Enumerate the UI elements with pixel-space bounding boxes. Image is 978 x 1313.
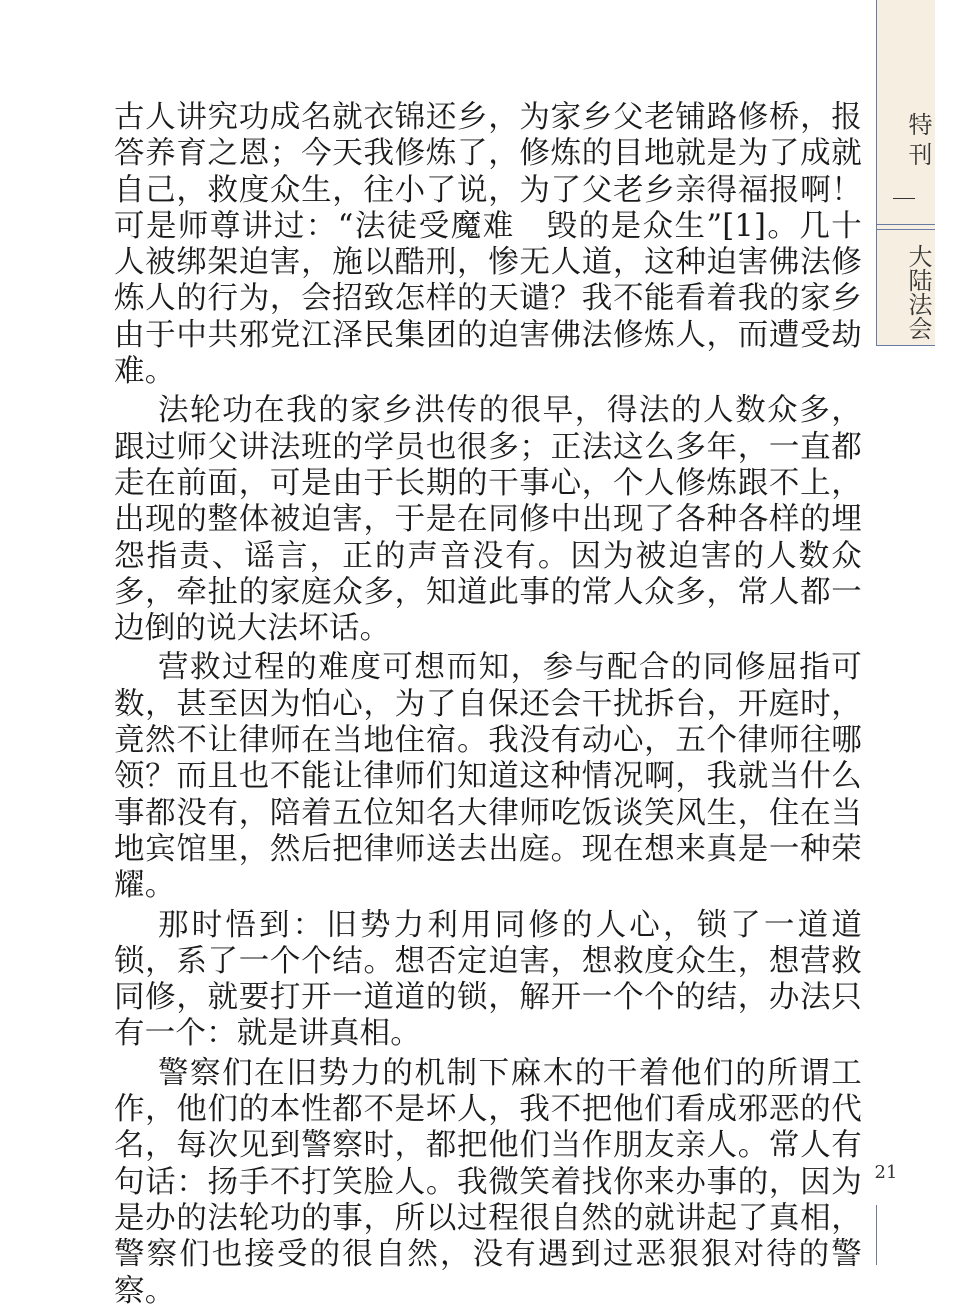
article-body [114,100,862,1313]
side-tab-divider-upper [876,224,935,225]
side-tab-divider-lower [876,229,935,230]
side-tab-bottom-label: 大陆法会 [904,244,932,340]
side-tab-bottom-rule [876,345,935,346]
margin-rule-lower [876,1205,877,1265]
paragraph-4: 那时悟到：旧势力利用同修的人心，锁了一道道锁，系了一个个结。想否定迫害，想救度众生，想营救同修，就要打开一道道的锁，解开一个个的结，办法只有一个：就是讲真相。 [114,907,862,1052]
side-tab-top-label: 特刊 [904,112,932,172]
page-number: 21 [874,1162,898,1183]
paragraph-1: 古人讲究功成名就衣锦还乡，为家乡父老铺路修桥，报答养育之恩；今天我修炼了，修炼的目地就是为了成就自己，救度众生，往小了说，为了父老乡亲得福报啊！可是师尊讲过：“法徒受魔难 毁的是众生”[1]。几十人被绑架迫害，施以酷刑，惨无人道，这种迫害佛法修炼人的行为，会招致怎样的天谴？我不能看着我的家乡由于中共邪党江泽民集团的迫害佛法修炼人，而遭受劫难。 [114,100,862,390]
side-tab-dash [893,198,915,199]
paragraph-2: 法轮功在我的家乡洪传的很早，得法的人数众多，跟过师父讲法班的学员也很多；正法这么多年，一直都走在前面，可是由于长期的干事心，个人修炼跟不上，出现的整体被迫害，于是在同修中出现了各种各样的埋怨指责、谣言，正的声音没有。因为被迫害的人数众多，牵扯的家庭众多，知道此事的常人众多，常人都一边倒的说大法坏话。 [114,393,862,647]
paragraph-3: 营救过程的难度可想而知，参与配合的同修屈指可数，甚至因为怕心，为了自保还会干扰拆台，开庭时，竟然不让律师在当地住宿。我没有动心，五个律师往哪领？而且也不能让律师们知道这种情况啊，我就当什么事都没有，陪着五位知名大律师吃饭谈笑风生，住在当地宾馆里，然后把律师送去出庭。现在想来真是一种荣耀。 [114,650,862,904]
paragraph-5: 警察们在旧势力的机制下麻木的干着他们的所谓工作，他们的本性都不是坏人，我不把他们看成邪恶的代名，每次见到警察时，都把他们当作朋友亲人。常人有句话：扬手不打笑脸人。我微笑着找你来办事的，因为是办的法轮功的事，所以过程很自然的就讲起了真相，警察们也接受的很自然，没有遇到过恶狠狠对待的警察。 [114,1055,862,1309]
